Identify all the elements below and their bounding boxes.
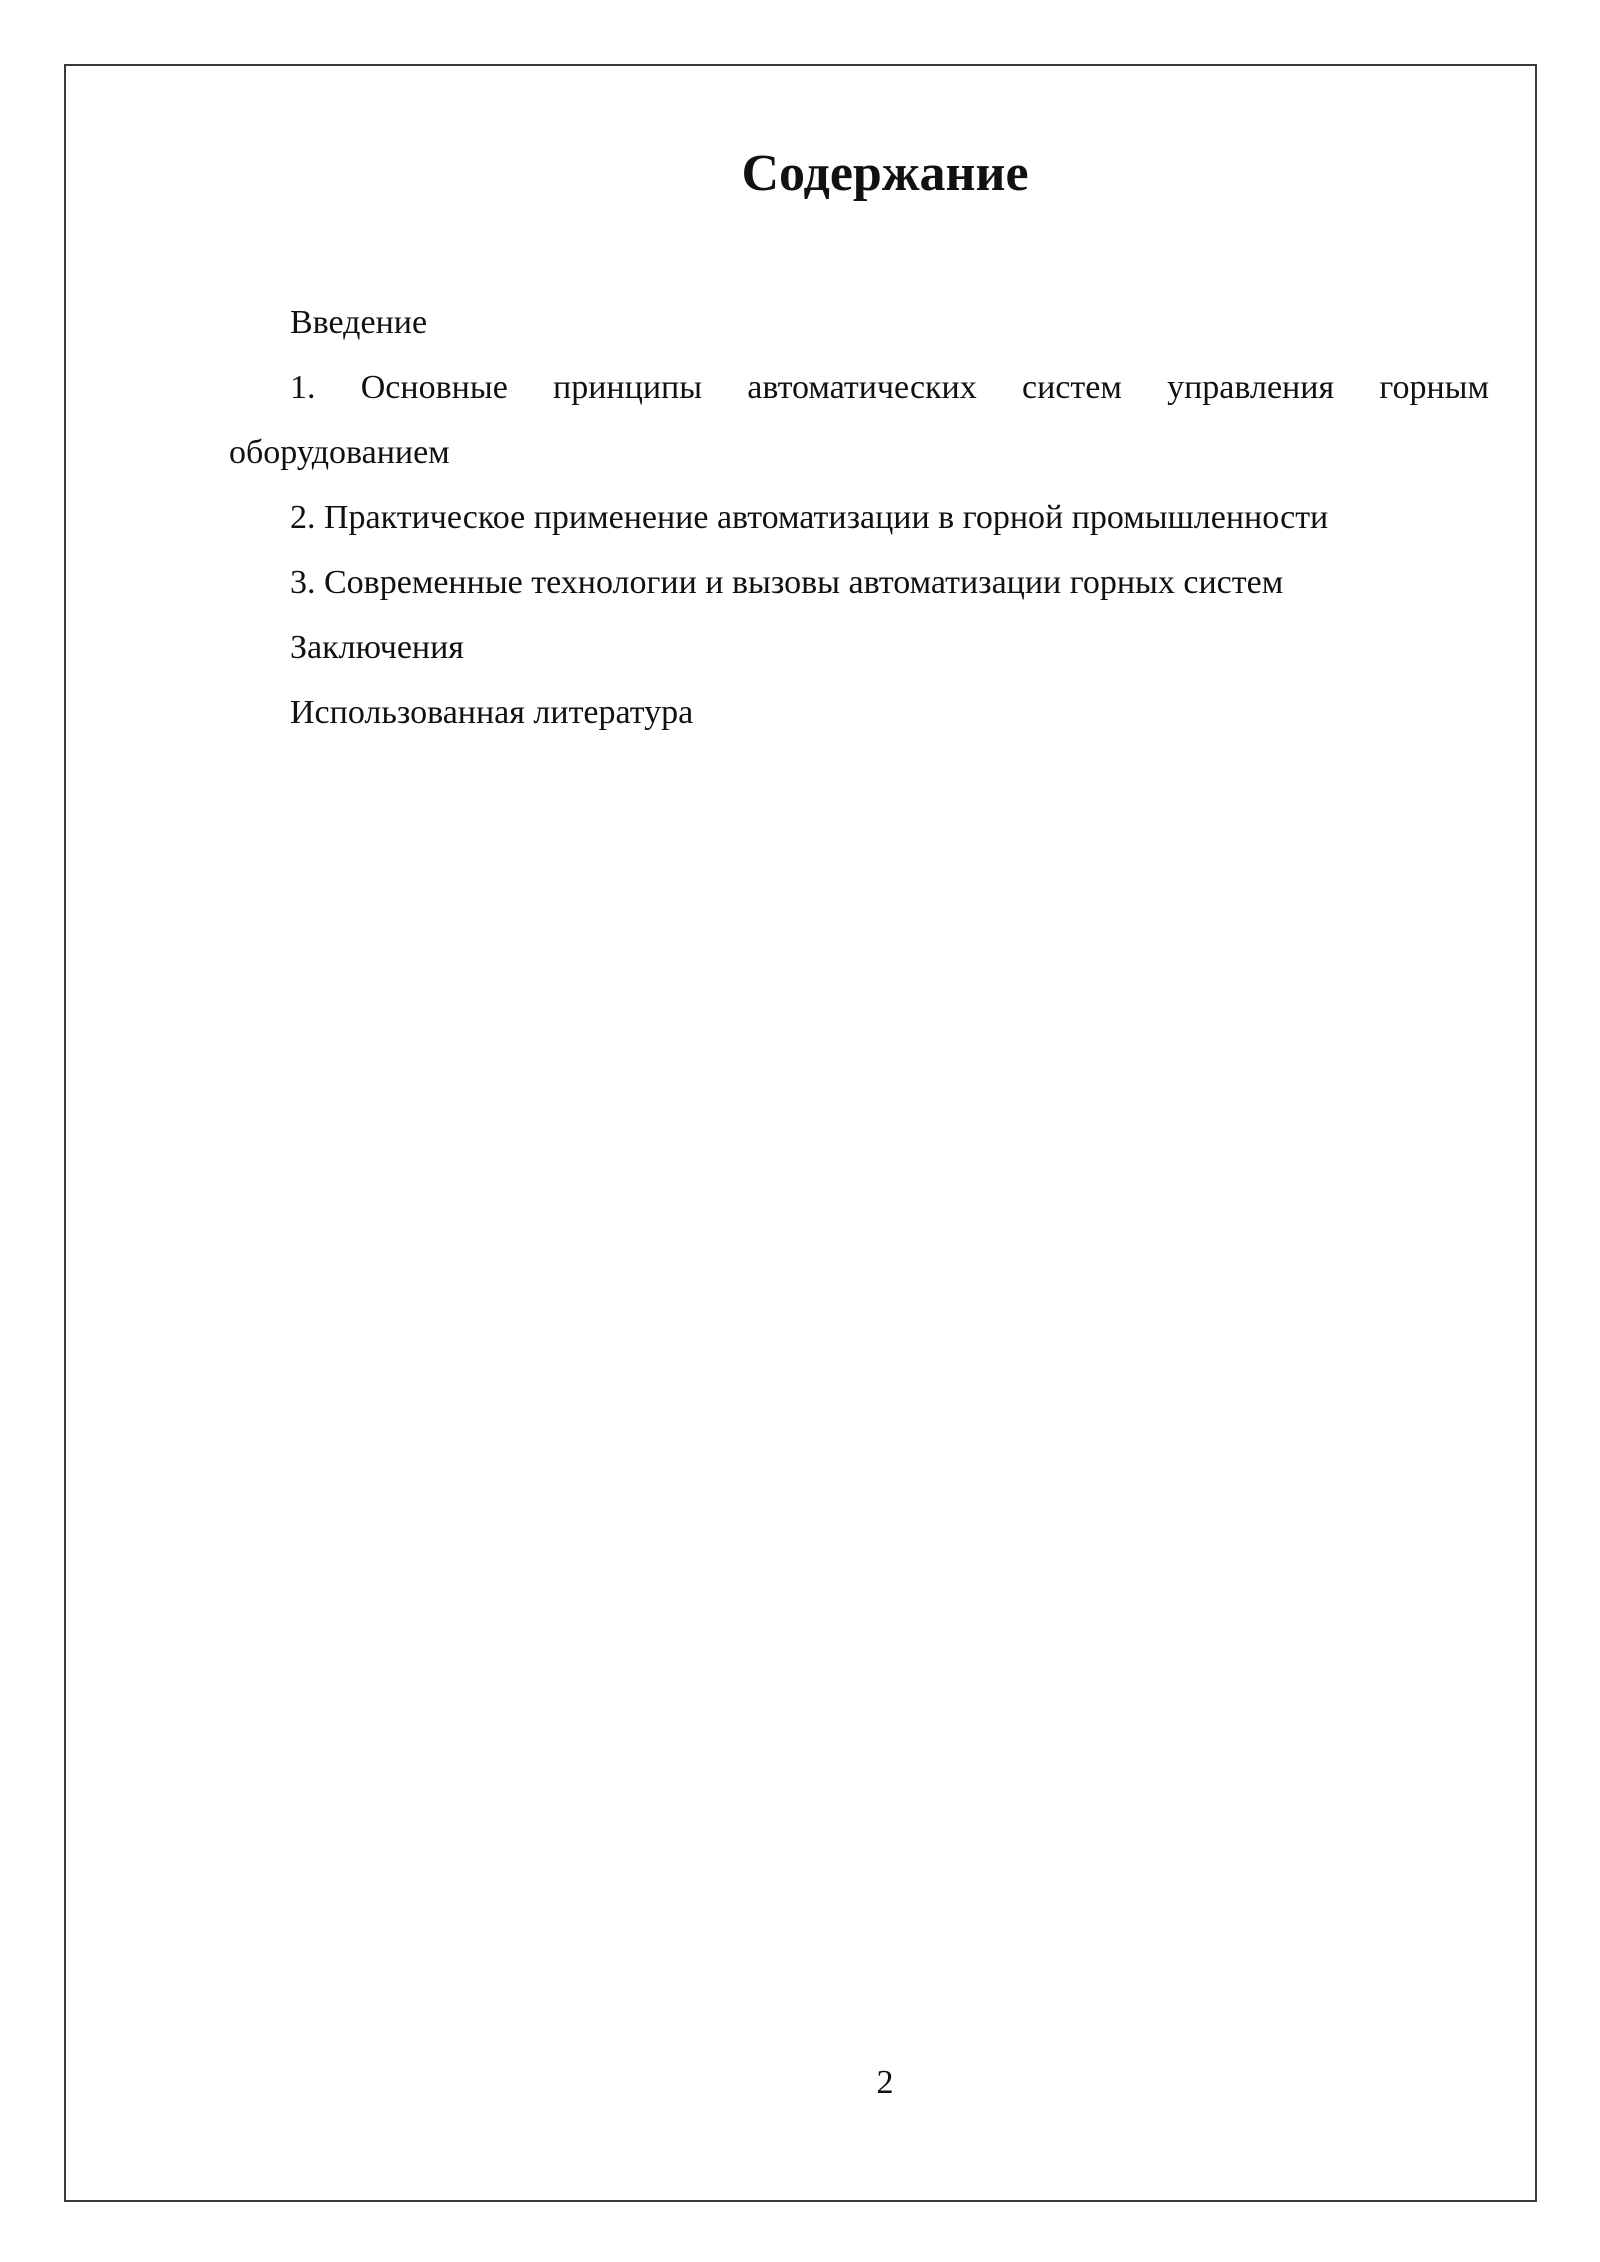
- page-number: 2: [876, 2064, 894, 2101]
- page-title: Содержание: [741, 145, 1029, 202]
- toc-item-conclusion: Заключения: [290, 629, 464, 666]
- toc-item-chapter-1: 1. Основные принципы автоматических систем управления горным оборудованием: [229, 369, 1489, 471]
- toc-item-references: Использованная литература: [290, 694, 694, 731]
- table-of-contents: [229, 290, 1489, 745]
- toc-item-chapter-2: 2. Практическое применение автоматизации в горной промышленности: [290, 499, 1329, 536]
- toc-item-introduction: Введение: [290, 304, 428, 341]
- toc-item-chapter-3: 3. Современные технологии и вызовы автоматизации горных систем: [290, 564, 1284, 601]
